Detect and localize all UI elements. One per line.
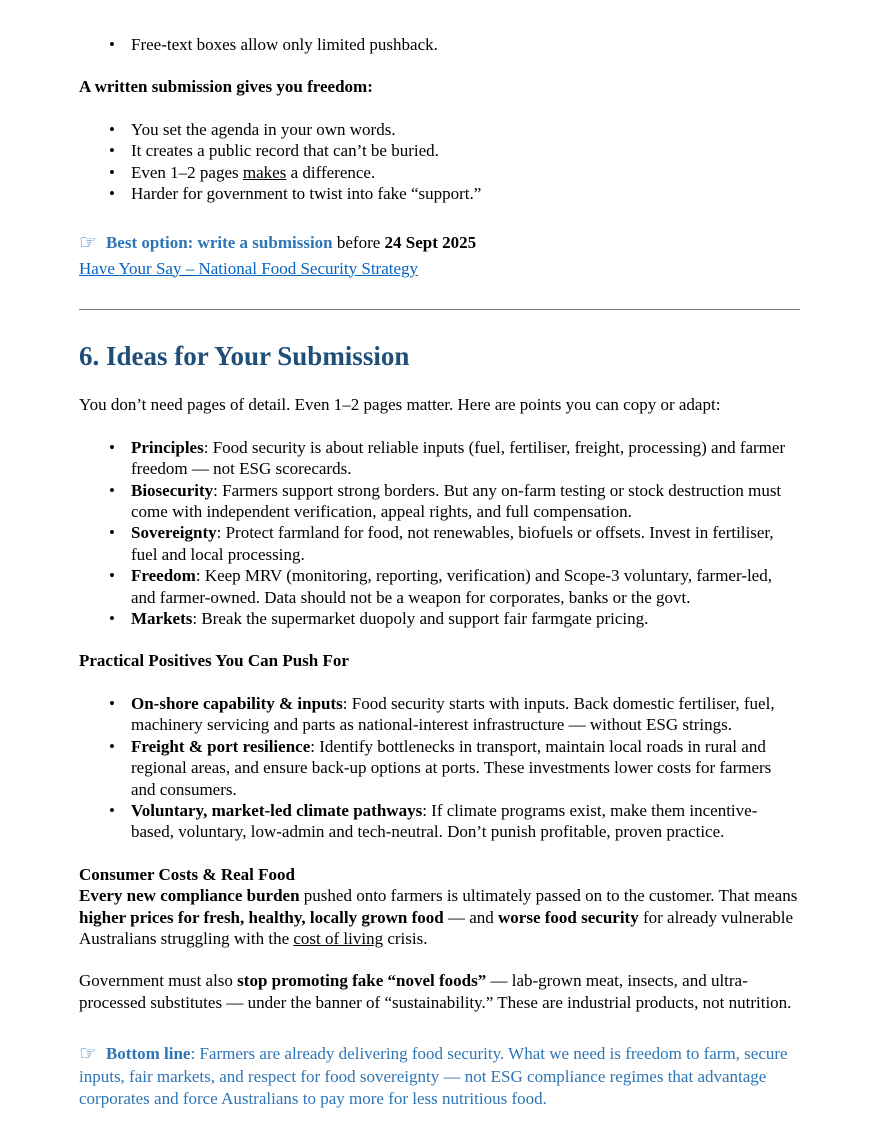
best-option-line: [79, 230, 800, 255]
list-item: [79, 119, 800, 140]
list-item: [79, 437, 800, 480]
list-item: [79, 183, 800, 204]
text-segment: : Food security is about reliable inputs (fuel, fertiliser, freight, processing) and farmer freedom — not ESG scorecards.: [131, 437, 786, 479]
text-segment: Freight & port resilience: [131, 736, 311, 756]
text-segment: Biosecurity: [131, 480, 214, 500]
text-segment: : Farmers support strong borders. But any on-farm testing or stock destruction must come with independent verification, appeal rights, and full compensation.: [131, 480, 782, 522]
ideas-intro: You don’t need pages of detail. Even 1–2 pages matter. Here are points you can copy or adapt:: [79, 395, 721, 415]
text-segment: — lab-grown meat, insects, and ultra-processed substitutes — under the banner of “sustainability.” These are industrial products, not nutrition.: [79, 971, 792, 1012]
list-item: [79, 736, 800, 800]
text-segment: before: [332, 233, 385, 253]
text-segment: On-shore capability & inputs: [131, 693, 343, 713]
consumer-costs-paragraph: [79, 864, 800, 950]
list-item: [79, 693, 800, 736]
text-segment: Free-text boxes allow only limited pushback.: [131, 35, 438, 54]
text-segment: : Protect farmland for food, not renewables, biofuels or offsets. Invest in fertiliser, fuel and local processing.: [131, 523, 774, 564]
text-segment: Bottom line: [105, 1044, 191, 1064]
list-item: [79, 140, 800, 161]
best-option-text: [106, 233, 476, 252]
text-segment: pushed onto farmers is ultimately passed on to the customer. That means: [299, 886, 798, 906]
list-item: [79, 522, 800, 565]
text-segment: You set the agenda in your own words.: [131, 119, 396, 139]
bottom-line: [79, 1041, 800, 1109]
list-item: [79, 800, 800, 843]
list-item: [79, 480, 800, 523]
text-segment: — and: [443, 907, 499, 927]
text-segment: Markets: [131, 609, 193, 629]
text-segment: : Food security starts with inputs. Back domestic fertiliser, fuel, machinery servicing and parts as national-interest infrastructure — without ESG strings.: [131, 693, 775, 735]
consumer-costs-heading: Consumer Costs & Real Food: [79, 864, 295, 884]
consumer-costs-text: [79, 886, 797, 948]
text-segment: Best option: write a submission: [105, 233, 333, 253]
text-segment: for already vulnerable Australians struggling with the: [79, 907, 794, 948]
have-your-say-line: [79, 258, 800, 279]
text-segment: Sovereignty: [131, 523, 217, 543]
pushback-list: [79, 34, 800, 55]
text-segment: Even 1–2 pages: [131, 162, 243, 182]
list-item: [79, 565, 800, 608]
have-your-say-link[interactable]: Have Your Say – National Food Security Strategy: [79, 258, 419, 278]
text-segment: It creates a public record that can’t be buried.: [131, 141, 439, 161]
text-segment: higher prices for fresh, healthy, locally grown food: [79, 907, 444, 927]
text-segment: : If climate programs exist, make them incentive-based, voluntary, low-admin and tech-neutral. Don’t punish profitable, proven practice.: [131, 800, 758, 842]
text-segment: Voluntary, market-led climate pathways: [131, 800, 423, 820]
text-segment: : Farmers are already delivering food security. What we need is freedom to farm, secure inputs, fair markets, and respect for food sovereignty — not ESG compliance regimes that advantage corporates and force Australians to pay more for less nutritious food.: [79, 1044, 788, 1108]
text-segment: : Break the supermarket duopoly and support fair farmgate pricing.: [192, 609, 649, 629]
freedom-list: [79, 119, 800, 205]
text-segment: Every new compliance burden: [79, 886, 300, 906]
bottom-line-text: [79, 1044, 788, 1108]
section-divider: [79, 309, 800, 310]
section-heading: 6. Ideas for Your Submission: [79, 341, 410, 372]
text-segment: stop promoting fake “novel foods”: [237, 971, 487, 991]
text-segment: : Keep MRV (monitoring, reporting, verification) and Scope-3 voluntary, farmer-led, and farmer-owned. Data should not be a weapon for corporates, banks or the govt.: [131, 566, 772, 607]
cost-of-living-link[interactable]: cost of living: [293, 928, 384, 948]
text-segment: Harder for government to twist into fake “support.”: [131, 184, 482, 204]
pointing-hand-icon: ☞: [79, 1041, 97, 1066]
novel-foods-paragraph: [79, 970, 800, 1013]
text-segment: Principles: [131, 437, 204, 457]
practical-list: [79, 693, 800, 843]
list-item: [79, 162, 800, 183]
ideas-list: [79, 437, 800, 630]
list-item: [79, 608, 800, 629]
pointing-hand-icon: ☞: [79, 230, 97, 255]
list-item: [79, 34, 800, 55]
text-segment: makes: [242, 162, 287, 182]
text-segment: 24 Sept 2025: [384, 233, 477, 253]
text-segment: : Identify bottlenecks in transport, maintain local roads in rural and regional areas, and ensure back-up options at ports. These investments lower costs for farmers and consumers.: [131, 736, 772, 799]
text-segment: a difference.: [286, 162, 376, 182]
text-segment: Freedom: [131, 566, 196, 586]
text-segment: worse food security: [498, 907, 639, 927]
freedom-heading: A written submission gives you freedom:: [79, 77, 373, 97]
practical-heading: Practical Positives You Can Push For: [79, 651, 349, 671]
text-segment: Government must also: [79, 971, 238, 991]
text-segment: crisis.: [383, 928, 428, 948]
